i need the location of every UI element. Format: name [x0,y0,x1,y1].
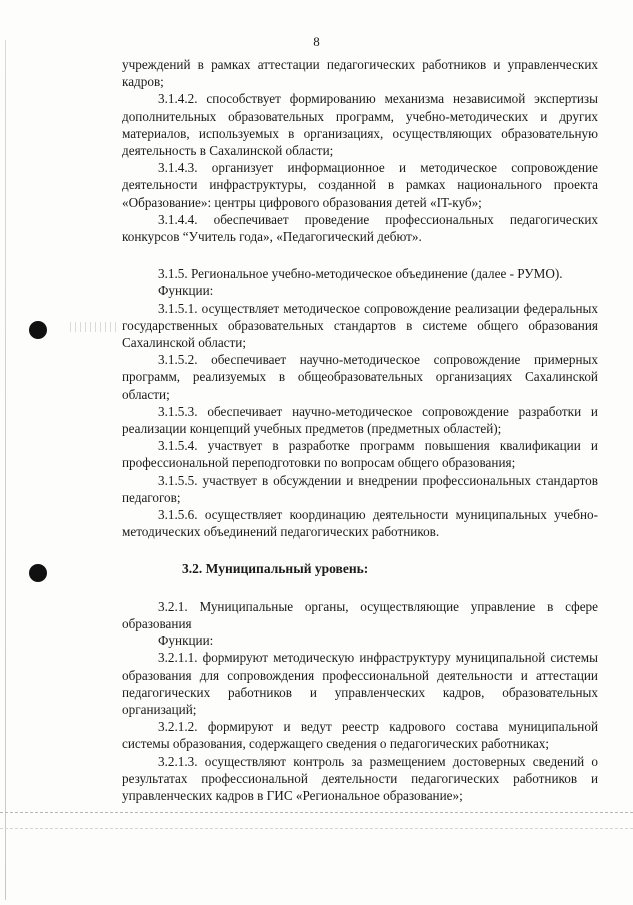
paragraph: 3.1.4.2. способствует формированию механизма независимой экспертизы дополнительных образовательных программ, учебно-методических и других материалов, используемых в организациях, осуществляющих образовательную деятельность в Сахалинской области; [122,91,598,159]
paragraph: 3.1.5.5. участвует в обсуждении и внедрении профессиональных стандартов педагогов; [122,472,598,505]
page-number: 8 [313,34,320,49]
paragraph: 3.1.5.3. обеспечивает научно-методическое сопровождение разработки и реализации концепций учебных предметов (предметных областей); [122,403,598,437]
scan-speckle [70,322,118,332]
paragraph: 3.1.5.4. участвует в разработке программ повышения квалификации и профессиональной переподготовки по вопросам общего образования; [122,438,598,471]
paragraph: 3.2.1.2. формируют и ведут реестр кадрового состава муниципальной системы образования, содержащего сведения о педагогических работниках; [122,719,598,752]
scan-edge-line [5,40,6,900]
paragraph: 3.2.1.3. осуществляют контроль за размещением достоверных сведений о результатах профессиональной деятельности педагогических работников и управленческих кадров в ГИС «Региональное образование»; [122,753,598,803]
paragraph: Функции: [158,283,214,299]
paragraph: 3.1.5.2. обеспечивает научно-методическое сопровождение примерных программ, реализуемых в общеобразовательных организациях Сахалинской области; [122,352,598,402]
punch-hole [29,564,47,582]
paragraph: 3.1.5.1. осуществляет методическое сопровождение реализации федеральных государственных образовательных стандартов в системе общего образования Сахалинской области; [122,300,598,351]
punch-hole [29,321,47,339]
paragraph: 3.1.4.3. организует информационное и методическое сопровождение деятельности инфраструктуры, созданной в рамках национального проекта «Образование»: центры цифрового образования детей «IT-куб»; [122,160,598,210]
section-heading: 3.2. Муниципальный уровень: [182,561,369,577]
paragraph: 3.2.1.1. формируют методическую инфраструктуру муниципальной системы образования для сопровождения профессиональной деятельности и аттестации педагогических работников и управленческих кадров, образовательных организаций; [122,650,598,717]
paragraph: 3.2.1. Муниципальные органы, осуществляющие управление в сфере образования [122,598,598,631]
document-body [122,56,598,804]
scan-artifact-line [0,812,633,813]
section-title: 3.1.5. Региональное учебно-методическое объединение (далее - РУМО). [158,266,563,282]
paragraph: 3.1.4.4. обеспечивает проведение профессиональных педагогических конкурсов “Учитель года», «Педагогический дебют». [122,211,598,245]
paragraph: Функции: [158,633,214,649]
scan-artifact-line [0,828,633,829]
paragraph: 3.1.5.6. осуществляет координацию деятельности муниципальных учебно-методических объединений педагогических работников. [122,507,598,540]
paragraph: учреждений в рамках аттестации педагогических работников и управленческих кадров; [122,57,598,90]
